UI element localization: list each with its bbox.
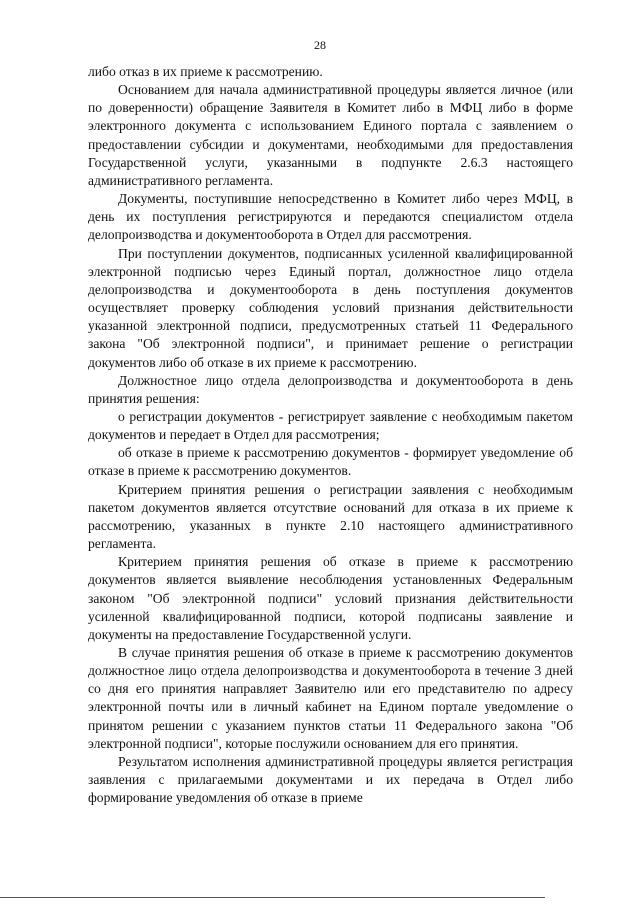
paragraph-official-decision: Должностное лицо отдела делопроизводства и документооборота в день принятия решения: bbox=[88, 372, 573, 406]
paragraph-registration: о регистрации документов - регистрирует заявление с необходимым пакетом документов и передает в Отдел для рассмотрения; bbox=[88, 408, 573, 443]
paragraph-electronic-signature: При поступлении документов, подписанных усиленной квалифицированной электронной подписью через Единый портал, должностное лицо отдела делопроизводства и документооборота в день поступления документов осуществляет проверку соблюдения условий признания действительности указанной электронной подписи, предусмотренных статьей 11 Федерального закона "Об электронной подписи", и принимает решение о регистрации документов либо об отказе в их приеме к рассмотрению. bbox=[88, 245, 573, 370]
paragraph-grounds: Основанием для начала административной процедуры является личное (или по доверенности) обращение Заявителя в Комитет либо в МФЦ либо в форме электронного документа с использованием Единого портала с заявлением о предоставлении субсидии и документами, необходимыми для предоставления Государственной услуги, указанными в подпункте 2.6.3 настоящего административного регламента. bbox=[88, 82, 573, 188]
paragraph-registration-criterion: Критерием принятия решения о регистрации заявления с необходимым пакетом документов является отсутствие оснований для отказа в их приеме к рассмотрению, указанных в пункте 2.10 настоящего административного регламента. bbox=[88, 481, 573, 552]
document-body bbox=[88, 63, 573, 807]
paragraph-result: Результатом исполнения административной процедуры является регистрация заявления с прилагаемыми документами и их передача в Отдел либо формирование уведомления об отказе в приеме bbox=[88, 753, 573, 806]
paragraph-direct-submission: Документы, поступившие непосредственно в Комитет либо через МФЦ, в день их поступления регистрируются и передаются специалистом отдела делопроизводства и документооборота в Отдел для рассмотрения. bbox=[88, 191, 573, 243]
paragraph-refusal-criterion: Критерием принятия решения об отказе в приеме к рассмотрению документов является выявление несоблюдения установленных Федеральным законом "Об электронной подписи" условий признания действительности усиленной квалифицированной подписи, которой подписаны заявление и документы на предоставление Государственной услуги. bbox=[88, 554, 573, 642]
page-number: 28 bbox=[314, 38, 326, 52]
page-bottom-rule bbox=[0, 897, 545, 898]
paragraph-refusal: об отказе в приеме к рассмотрению документов - формирует уведомление об отказе в приеме к рассмотрению документов. bbox=[88, 445, 573, 479]
paragraph-refusal-notification: В случае принятия решения об отказе в приеме к рассмотрению документов должностное лицо отдела делопроизводства и документооборота в течение 3 дней со дня его принятия направляет Заявителю или его представителю по адресу электронной почты или в личный кабинет на Едином портале уведомление о принятом решении с указанием пунктов статьи 11 Федерального закона "Об электронной подписи", которые послужили основанием для его принятия. bbox=[88, 645, 573, 751]
paragraph-continuation: либо отказ в их приеме к рассмотрению. bbox=[88, 64, 323, 79]
